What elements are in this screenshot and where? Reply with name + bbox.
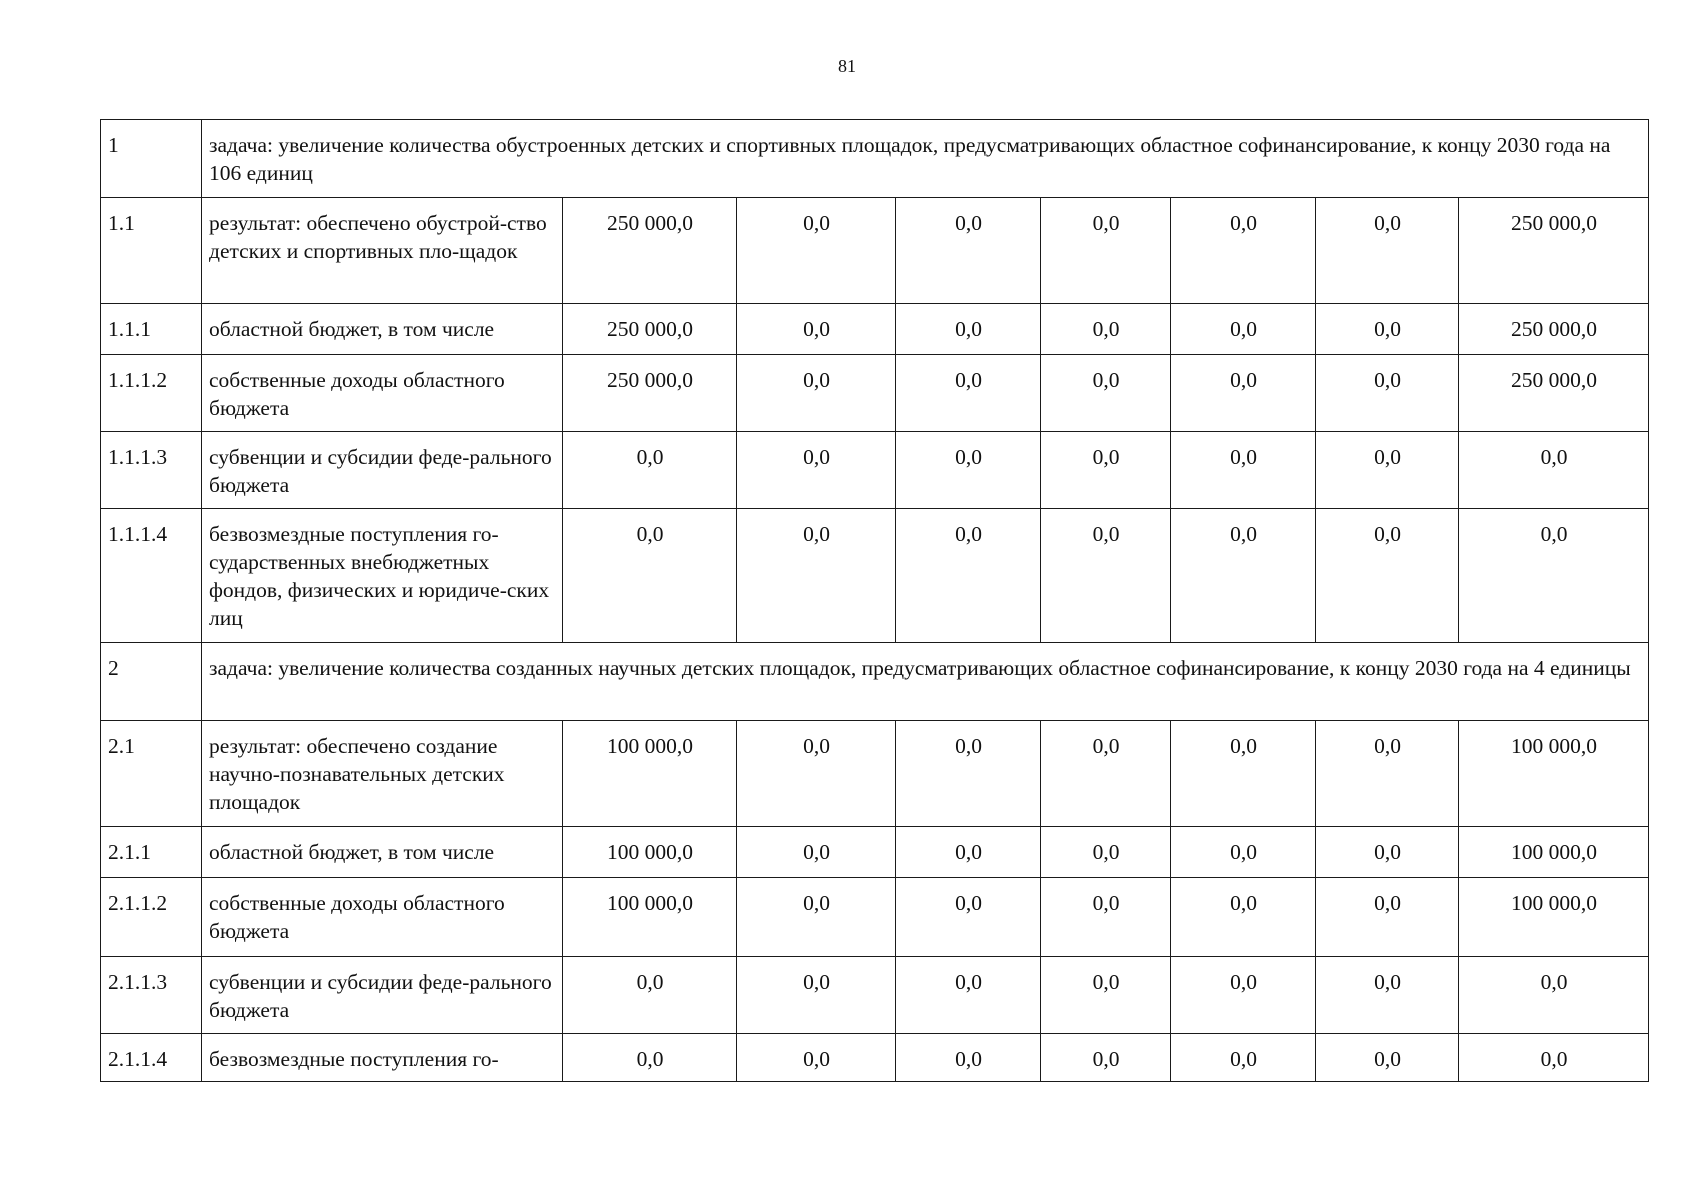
table-row	[101, 878, 1649, 957]
value-cell: 250 000,0	[563, 198, 737, 304]
value-cell: 0,0	[737, 355, 896, 432]
row-code: 2.1.1.4	[101, 1034, 202, 1082]
task-text: задача: увеличение количества созданных научных детских площадок, предусматривающих областное софинансирование, к концу 2030 года на 4 единицы	[202, 643, 1649, 721]
task-row	[101, 643, 1649, 721]
table-row	[101, 827, 1649, 878]
value-cell: 0,0	[1041, 304, 1171, 355]
value-cell: 0,0	[1316, 198, 1459, 304]
value-cell: 0,0	[896, 957, 1041, 1034]
task-row	[101, 120, 1649, 198]
row-code: 1.1.1.2	[101, 355, 202, 432]
total-cell: 100 000,0	[1459, 827, 1649, 878]
table-row	[101, 304, 1649, 355]
value-cell: 0,0	[1316, 304, 1459, 355]
value-cell: 100 000,0	[563, 878, 737, 957]
value-cell: 0,0	[737, 198, 896, 304]
value-cell: 0,0	[563, 957, 737, 1034]
value-cell: 0,0	[1316, 355, 1459, 432]
value-cell: 0,0	[896, 432, 1041, 509]
value-cell: 0,0	[1316, 957, 1459, 1034]
value-cell: 0,0	[1041, 827, 1171, 878]
value-cell: 0,0	[1041, 721, 1171, 827]
value-cell: 0,0	[1171, 827, 1316, 878]
row-label: областной бюджет, в том числе	[202, 827, 563, 878]
row-label: субвенции и субсидии феде-рального бюджета	[202, 957, 563, 1034]
row-code: 1.1	[101, 198, 202, 304]
row-label: результат: обеспечено обустрой-ство детских и спортивных пло-щадок	[202, 198, 563, 304]
value-cell: 0,0	[1171, 509, 1316, 643]
value-cell: 0,0	[563, 432, 737, 509]
value-cell: 250 000,0	[563, 304, 737, 355]
value-cell: 0,0	[1041, 957, 1171, 1034]
value-cell: 0,0	[896, 827, 1041, 878]
value-cell: 0,0	[737, 721, 896, 827]
total-cell: 0,0	[1459, 432, 1649, 509]
row-code: 2.1.1.2	[101, 878, 202, 957]
row-label: субвенции и субсидии феде-рального бюджета	[202, 432, 563, 509]
value-cell: 100 000,0	[563, 827, 737, 878]
total-cell: 0,0	[1459, 1034, 1649, 1082]
total-cell: 100 000,0	[1459, 878, 1649, 957]
value-cell: 0,0	[1171, 304, 1316, 355]
total-cell: 0,0	[1459, 509, 1649, 643]
value-cell: 0,0	[896, 878, 1041, 957]
total-cell: 250 000,0	[1459, 304, 1649, 355]
page-number: 81	[838, 56, 856, 76]
value-cell: 0,0	[896, 304, 1041, 355]
row-label: собственные доходы областного бюджета	[202, 355, 563, 432]
value-cell: 0,0	[737, 304, 896, 355]
value-cell: 0,0	[1316, 878, 1459, 957]
value-cell: 0,0	[896, 355, 1041, 432]
value-cell: 0,0	[1041, 1034, 1171, 1082]
table-row	[101, 432, 1649, 509]
row-label: собственные доходы областного бюджета	[202, 878, 563, 957]
value-cell: 0,0	[1316, 509, 1459, 643]
row-code: 1.1.1.4	[101, 509, 202, 643]
value-cell: 250 000,0	[563, 355, 737, 432]
value-cell: 0,0	[1171, 878, 1316, 957]
value-cell: 0,0	[896, 198, 1041, 304]
row-code: 1	[101, 120, 202, 198]
value-cell: 0,0	[896, 721, 1041, 827]
value-cell: 0,0	[1171, 957, 1316, 1034]
value-cell: 0,0	[1171, 432, 1316, 509]
value-cell: 0,0	[737, 957, 896, 1034]
value-cell: 0,0	[896, 1034, 1041, 1082]
value-cell: 0,0	[896, 509, 1041, 643]
task-text: задача: увеличение количества обустроенных детских и спортивных площадок, предусматривающих областное софинансирование, к концу 2030 года на 106 единиц	[202, 120, 1649, 198]
value-cell: 0,0	[1171, 721, 1316, 827]
value-cell: 0,0	[737, 509, 896, 643]
value-cell: 0,0	[1316, 827, 1459, 878]
value-cell: 100 000,0	[563, 721, 737, 827]
value-cell: 0,0	[1316, 721, 1459, 827]
table-row	[101, 198, 1649, 304]
row-label: безвозмездные поступления го-сударственных внебюджетных фондов, физических и юридиче-ских лиц	[202, 509, 563, 643]
row-code: 2	[101, 643, 202, 721]
value-cell: 0,0	[1171, 355, 1316, 432]
value-cell: 0,0	[737, 878, 896, 957]
row-label: безвозмездные поступления го-	[202, 1034, 563, 1082]
row-label: результат: обеспечено создание научно-познавательных детских площадок	[202, 721, 563, 827]
total-cell: 100 000,0	[1459, 721, 1649, 827]
value-cell: 0,0	[1041, 198, 1171, 304]
value-cell: 0,0	[1041, 878, 1171, 957]
value-cell: 0,0	[1041, 355, 1171, 432]
row-code: 2.1.1.3	[101, 957, 202, 1034]
value-cell: 0,0	[563, 509, 737, 643]
value-cell: 0,0	[737, 1034, 896, 1082]
table-body	[101, 120, 1649, 1082]
budget-table	[100, 119, 1649, 1082]
value-cell: 0,0	[1041, 509, 1171, 643]
total-cell: 250 000,0	[1459, 355, 1649, 432]
value-cell: 0,0	[1316, 432, 1459, 509]
value-cell: 0,0	[563, 1034, 737, 1082]
row-label: областной бюджет, в том числе	[202, 304, 563, 355]
row-code: 2.1.1	[101, 827, 202, 878]
total-cell: 0,0	[1459, 957, 1649, 1034]
row-code: 1.1.1.3	[101, 432, 202, 509]
row-code: 1.1.1	[101, 304, 202, 355]
value-cell: 0,0	[1171, 1034, 1316, 1082]
table-row	[101, 957, 1649, 1034]
total-cell: 250 000,0	[1459, 198, 1649, 304]
value-cell: 0,0	[1171, 198, 1316, 304]
table-row	[101, 1034, 1649, 1082]
table-row	[101, 355, 1649, 432]
value-cell: 0,0	[737, 827, 896, 878]
value-cell: 0,0	[1041, 432, 1171, 509]
row-code: 2.1	[101, 721, 202, 827]
table-row	[101, 721, 1649, 827]
value-cell: 0,0	[1316, 1034, 1459, 1082]
table-row	[101, 509, 1649, 643]
value-cell: 0,0	[737, 432, 896, 509]
